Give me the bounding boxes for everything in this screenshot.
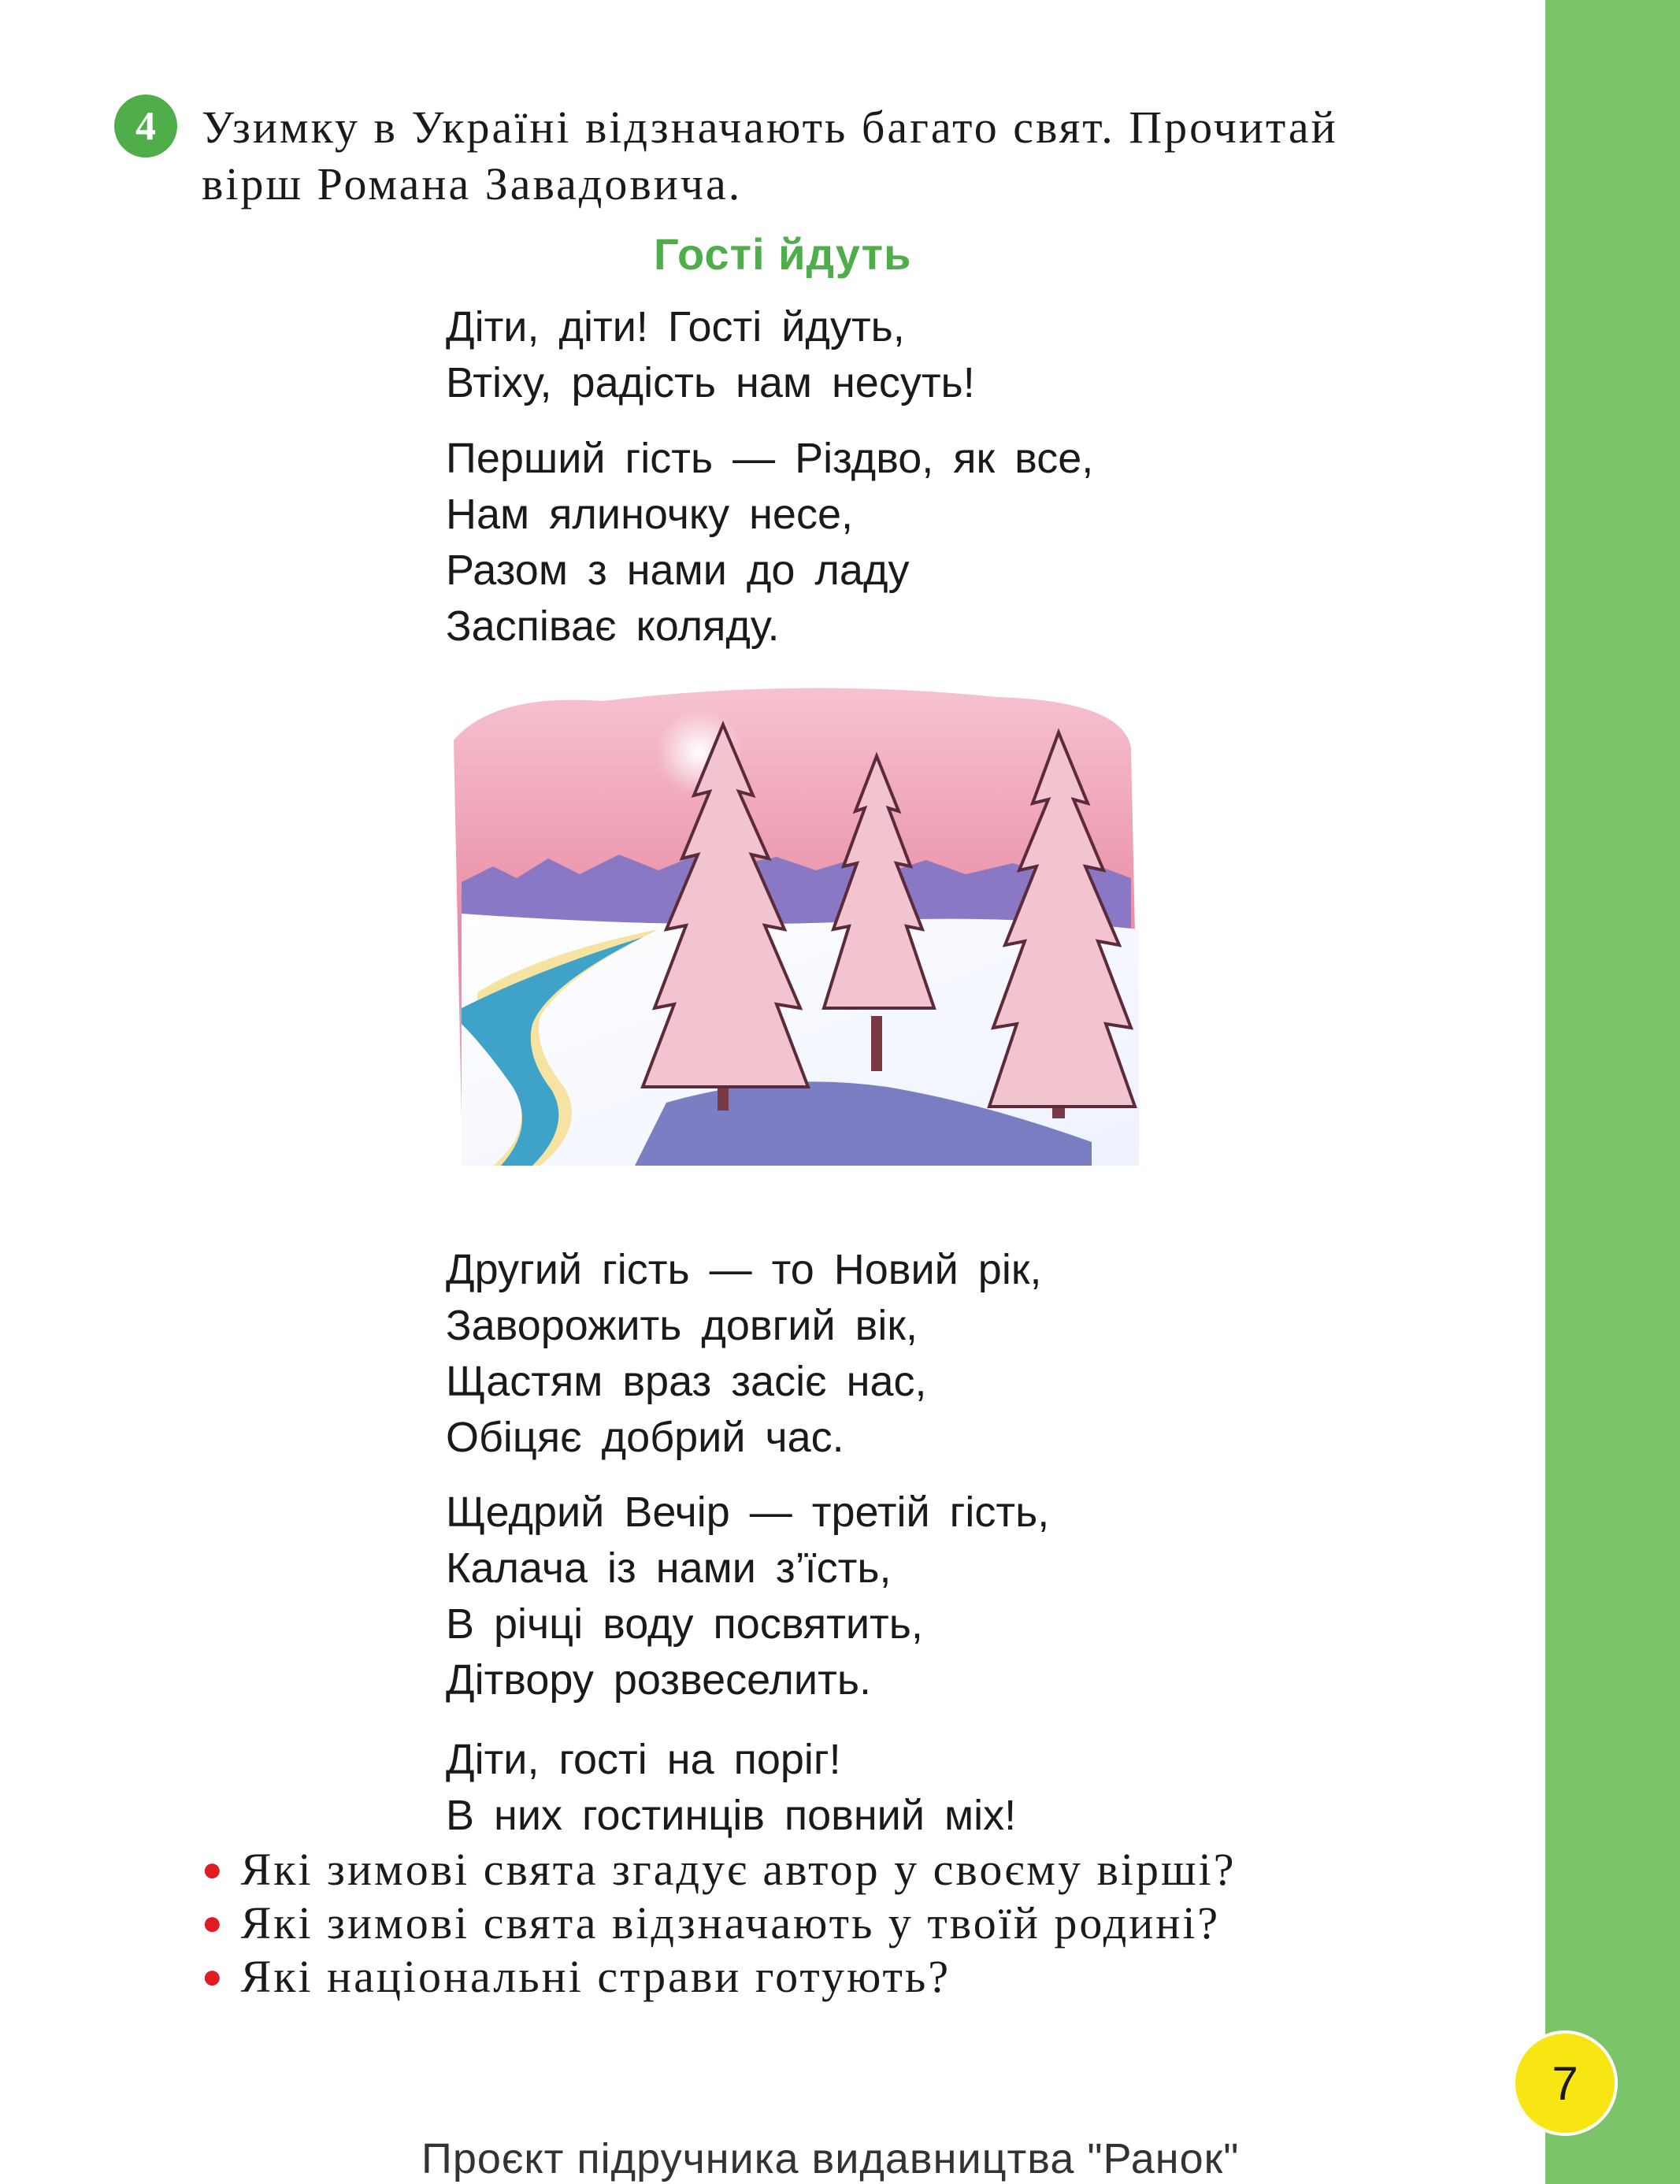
poem-line: В них гостинців повний міх!	[446, 1792, 1017, 1839]
bullet-icon: ●	[202, 1957, 225, 1996]
question-item	[202, 1843, 1462, 1897]
question-item	[202, 1950, 1462, 2004]
task-number-badge: 4	[114, 95, 177, 158]
poem-line: Другий гість — то Новий рік,	[446, 1246, 1042, 1293]
footer-text: Проєкт підручника видавництва "Ранок"	[421, 2135, 1240, 2182]
question-item	[202, 1897, 1462, 1950]
poem-line: Діти, гості на поріг!	[446, 1736, 841, 1783]
stanza-2	[446, 431, 1233, 654]
stanza-1	[446, 299, 1233, 411]
bullet-icon: ●	[202, 1904, 225, 1942]
stanza-3	[446, 1242, 1233, 1466]
bullet-icon: ●	[202, 1850, 225, 1889]
poem-line: Обіцяє добрий час.	[446, 1414, 844, 1461]
poem-line: Щедрий Вечір — третій гість,	[446, 1489, 1050, 1536]
intro-line: Узимку в Україні відзначають багато свят. Прочитай	[202, 102, 1338, 153]
poem-line: Разом з нами до ладу	[446, 547, 910, 594]
poem-title: Гості йдуть	[654, 229, 912, 279]
poem-line: Втіху, радість нам несуть!	[446, 359, 975, 406]
poem-line: Діти, діти! Гості йдуть,	[446, 303, 905, 350]
stanza-4	[446, 1485, 1233, 1708]
page-number: 7	[1512, 2030, 1618, 2136]
question-text: Які зимові свята згадує автор у своєму вірші?	[240, 1844, 1237, 1895]
poem-line: Нам ялиночку несе,	[446, 491, 853, 538]
poem-line: Перший гість — Різдво, як все,	[446, 435, 1094, 482]
poem-line: В річці воду посвятить,	[446, 1600, 923, 1648]
poem-line: Дітвору розвеселить.	[446, 1656, 871, 1704]
question-text: Які зимові свята відзначають у твоїй родині?	[240, 1897, 1221, 1949]
poem-line: Заспіває коляду.	[446, 603, 780, 650]
poem-line: Щастям враз засіє нас,	[446, 1358, 927, 1405]
questions-list	[202, 1843, 1462, 2004]
poem-line: Заворожить довгий вік,	[446, 1302, 918, 1349]
side-stripes	[1545, 0, 1569, 2184]
winter-forest-illustration	[446, 677, 1155, 1189]
stanza-5	[446, 1732, 1233, 1844]
poem-line: Калача із нами з’їсть,	[446, 1544, 892, 1592]
task-intro	[202, 99, 1478, 213]
question-text: Які національні страви готують?	[240, 1951, 951, 2002]
intro-line: вірш Романа Завадовича.	[202, 158, 743, 210]
